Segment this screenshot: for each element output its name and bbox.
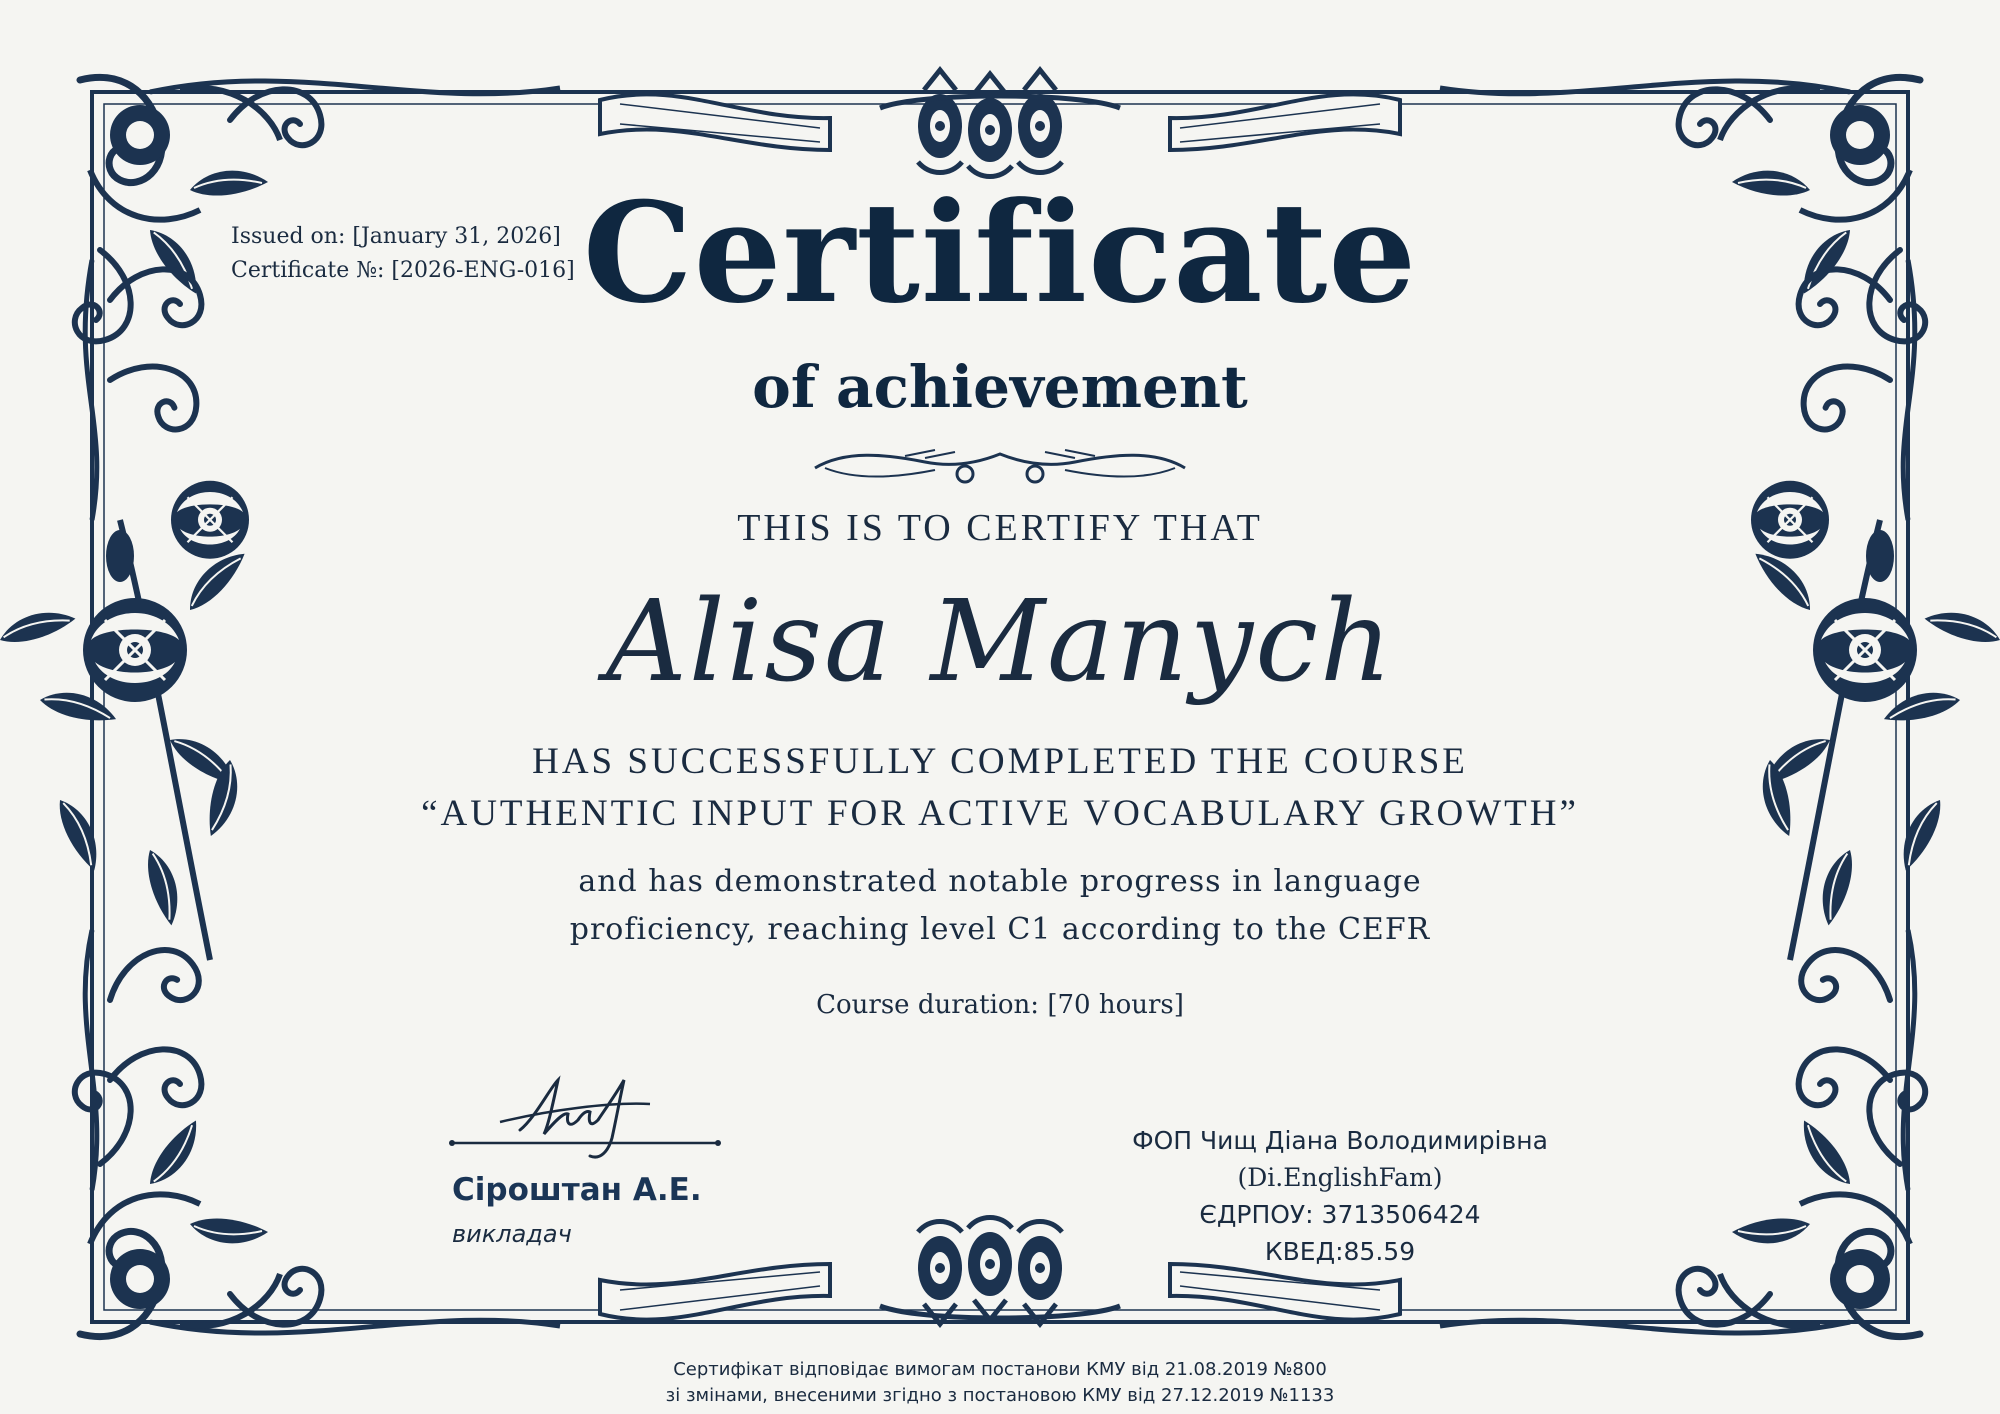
recipient-name: Alisa Manych bbox=[605, 577, 1395, 707]
certificate-number: Certificate №: [2026-ENG-016] bbox=[231, 258, 575, 283]
ornamental-divider bbox=[805, 440, 1195, 490]
organization-info bbox=[1125, 1122, 1555, 1270]
organization-codes: ЄДРПОУ: 3713506424 КВЕД:85.59 bbox=[1199, 1200, 1481, 1266]
description-line-2: proficiency, reaching level C1 according to the CEFR bbox=[569, 912, 1431, 947]
certificate-title: Certificate bbox=[582, 171, 1418, 334]
issued-date: Issued on: [January 31, 2026] bbox=[231, 224, 561, 249]
signatory-name: Сіроштан А.Е. bbox=[452, 1172, 702, 1208]
certify-line: THIS IS TO CERTIFY THAT bbox=[737, 507, 1263, 549]
completed-line: HAS SUCCESSFULLY COMPLETED THE COURSE bbox=[532, 741, 1468, 782]
organization-brand: (Di.EnglishFam) bbox=[1237, 1163, 1443, 1192]
signatory-role: викладач bbox=[452, 1220, 572, 1248]
signature-image bbox=[440, 1068, 730, 1168]
footer-line-1: Сертифікат відповідає вимогам постанови КМУ від 21.08.2019 №800 bbox=[673, 1359, 1327, 1380]
course-duration: Course duration: [70 hours] bbox=[816, 990, 1184, 1020]
legal-footer bbox=[0, 1357, 2000, 1409]
organization-name: ФОП Чищ Діана Володимирівна bbox=[1132, 1126, 1548, 1155]
description-line-1: and has demonstrated notable progress in language bbox=[578, 864, 1422, 899]
footer-line-2: зі змінами, внесеними згідно з постановою КМУ від 27.12.2019 №1133 bbox=[665, 1385, 1335, 1406]
course-completion bbox=[0, 736, 2000, 840]
certificate-subtitle: of achievement bbox=[752, 353, 1248, 421]
course-title: “AUTHENTIC INPUT FOR ACTIVE VOCABULARY GROWTH” bbox=[421, 793, 1579, 834]
achievement-description bbox=[0, 858, 2000, 954]
